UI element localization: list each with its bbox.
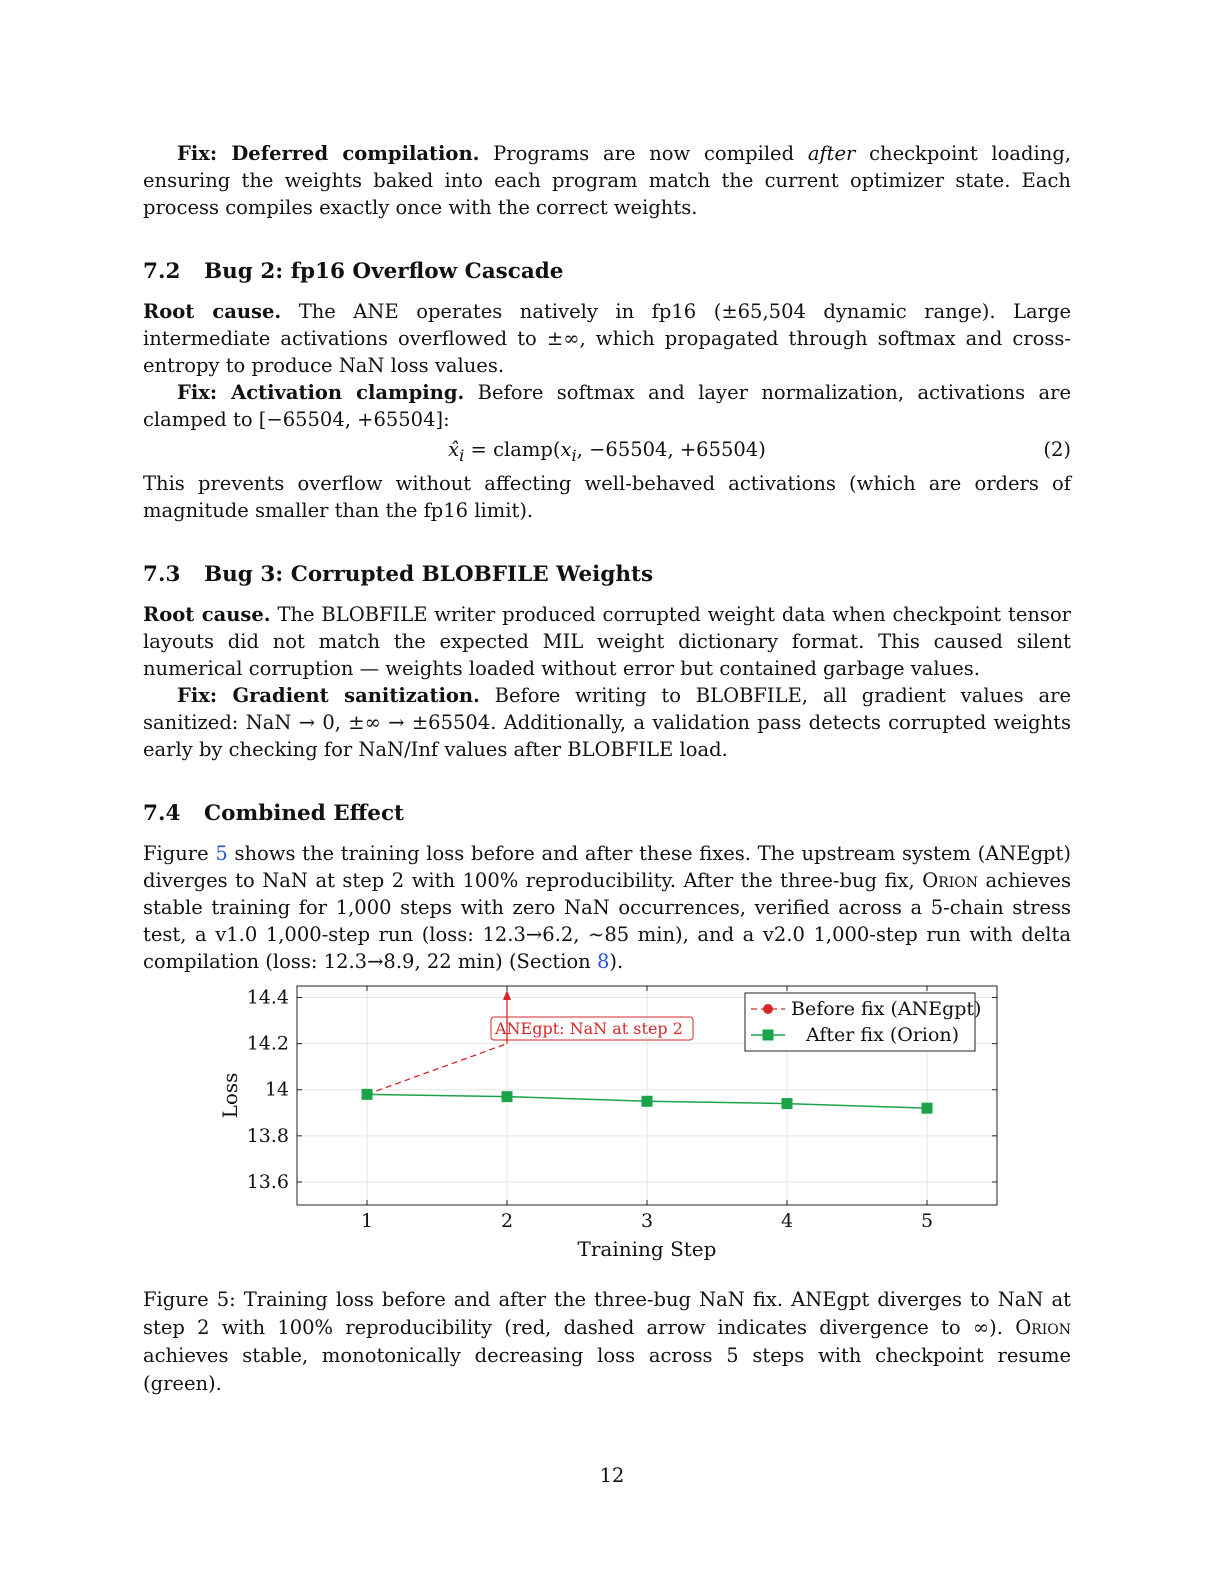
series-after-point [362, 1089, 373, 1100]
nan-annotation [491, 1017, 693, 1040]
emphasis: after [807, 142, 856, 165]
x-tick-label: 4 [780, 1210, 794, 1232]
section-title: Bug 3: Corrupted BLOBFILE Weights [204, 562, 654, 587]
paragraph-overflow-note: This prevents overflow without affecting well-behaved activations (which are orders of magnitude smaller than the fp16 limit). [143, 472, 1071, 522]
equation-2 [143, 433, 1071, 467]
figure-reference-link[interactable]: 5 [215, 842, 228, 865]
eq-subscript: i [459, 445, 465, 465]
legend-before-marker [763, 1004, 773, 1014]
figure-5-chart [215, 980, 1015, 1270]
system-name: Orion [1015, 1316, 1071, 1339]
legend [745, 993, 981, 1051]
annotation-text: ANEgpt: NaN at step 2 [495, 1019, 683, 1038]
series-after-point [922, 1103, 933, 1114]
text-span: Figure 5: Training loss before and after the three-bug NaN fix. ANEgpt diverges to NaN at step 2 with 100% reproducibility (red, dashed arrow indicates divergence to ∞). [143, 1288, 1071, 1339]
y-axis-label: Loss [218, 1072, 242, 1119]
text-span: shows the training loss before and after these fixes. The upstream system (ANEgpt) diverges to NaN at step 2 with 100% reproducibility. After the three-bug fix, [143, 842, 1071, 892]
eq-text: = clamp( [464, 438, 561, 461]
paragraph-fix-sanitization [143, 682, 1071, 763]
y-tick-label: 13.8 [246, 1124, 289, 1147]
run-in-heading: Fix: Gradient sanitization. [177, 684, 480, 707]
y-tick-label: 14.4 [246, 986, 289, 1009]
text-span: ). [609, 950, 624, 973]
caption-text [143, 1286, 1071, 1398]
y-tick-label: 14.2 [246, 1032, 289, 1055]
text-span: Figure [143, 842, 216, 865]
series-after-point [782, 1098, 793, 1109]
section-reference-link[interactable]: 8 [596, 950, 610, 973]
text-span: achieves stable training for 1,000 steps with zero NaN occurrences, verified across a 5-chain stress test, a v1.0 1,000-step run (loss: 12.3→6.2, ∼85 min), and a v2.0 1,000-step run with delta compilation (loss: 12.3→8.9, 22 min) (Section [143, 869, 1071, 973]
run-in-heading: Root cause. [143, 300, 282, 323]
eq-symbol: x̂ [448, 438, 460, 461]
text-span: Before softmax and layer normalization, activations are clamped to [−65504, +65504]: [143, 381, 1071, 431]
text-span: Before writing to BLOBFILE, all gradient values are sanitized: NaN → 0, ±∞ → ±65504. Additionally, a validation pass detects corrupted weights early by checking for NaN/Inf values after BLOBFILE load. [143, 684, 1071, 761]
legend-after-marker [763, 1030, 774, 1041]
system-name: Orion [922, 869, 979, 892]
run-in-heading: Root cause. [143, 603, 271, 626]
loss-chart-svg [215, 980, 1015, 1270]
section-title: Combined Effect [204, 801, 404, 826]
page-body [143, 140, 1071, 975]
section-heading-7-3 [143, 560, 1071, 590]
x-tick-label: 2 [500, 1210, 514, 1232]
text-span: checkpoint loading, ensuring the weights baked into each program match the current optimizer state. Each process compiles exactly once with the correct weights. [143, 142, 1071, 219]
y-tick-label: 14 [264, 1078, 289, 1101]
series-after-point [642, 1096, 653, 1107]
y-tick-label: 13.6 [246, 1170, 289, 1193]
x-tick-label: 3 [640, 1210, 654, 1232]
text-span: The BLOBFILE writer produced corrupted weight data when checkpoint tensor layouts did not match the expected MIL weight dictionary format. This caused silent numerical corruption — weights loaded without error but contained garbage values. [143, 603, 1072, 680]
equation-number: (2) [1043, 438, 1071, 461]
section-heading-7-2 [143, 257, 1071, 287]
x-tick-label: 5 [920, 1210, 934, 1232]
text-span: achieves stable, monotonically decreasing loss across 5 steps with checkpoint resume (green). [143, 1344, 1071, 1395]
legend-before-label: Before fix (ANEgpt) [791, 998, 982, 1020]
equation-body [143, 433, 1071, 473]
divergence-arrow-head [503, 990, 511, 1000]
text-span: Programs are now compiled [479, 142, 808, 165]
series-before-line [367, 1044, 507, 1095]
legend-after-label: After fix (Orion) [806, 1024, 960, 1046]
paragraph-root-cause-2 [143, 298, 1071, 379]
paragraph-deferred-compilation [143, 140, 1071, 221]
section-title: Bug 2: fp16 Overflow Cascade [204, 259, 564, 284]
section-number: 7.4 [143, 801, 181, 826]
eq-symbol: x [560, 438, 572, 461]
section-heading-7-4 [143, 799, 1071, 829]
paragraph-fix-clamping [143, 379, 1071, 433]
eq-subscript: i [571, 445, 577, 465]
series-after-point [502, 1091, 513, 1102]
text-span: The ANE operates natively in fp16 (±65,504 dynamic range). Large intermediate activations overflowed to ±∞, which propagated through softmax and cross-entropy to produce NaN loss values. [143, 300, 1071, 377]
figure-5-caption [143, 1286, 1071, 1398]
run-in-heading: Fix: Activation clamping. [177, 381, 465, 404]
run-in-heading: Fix: Deferred compilation. [177, 142, 480, 165]
section-number: 7.2 [143, 259, 181, 284]
eq-text: , −65504, +65504) [576, 438, 766, 461]
section-number: 7.3 [143, 562, 181, 587]
x-tick-label: 1 [360, 1210, 374, 1232]
paragraph-root-cause-3 [143, 601, 1071, 682]
paragraph-combined-effect [143, 840, 1071, 975]
x-axis-label: Training Step [577, 1237, 717, 1261]
page-number: 12 [599, 1464, 625, 1487]
